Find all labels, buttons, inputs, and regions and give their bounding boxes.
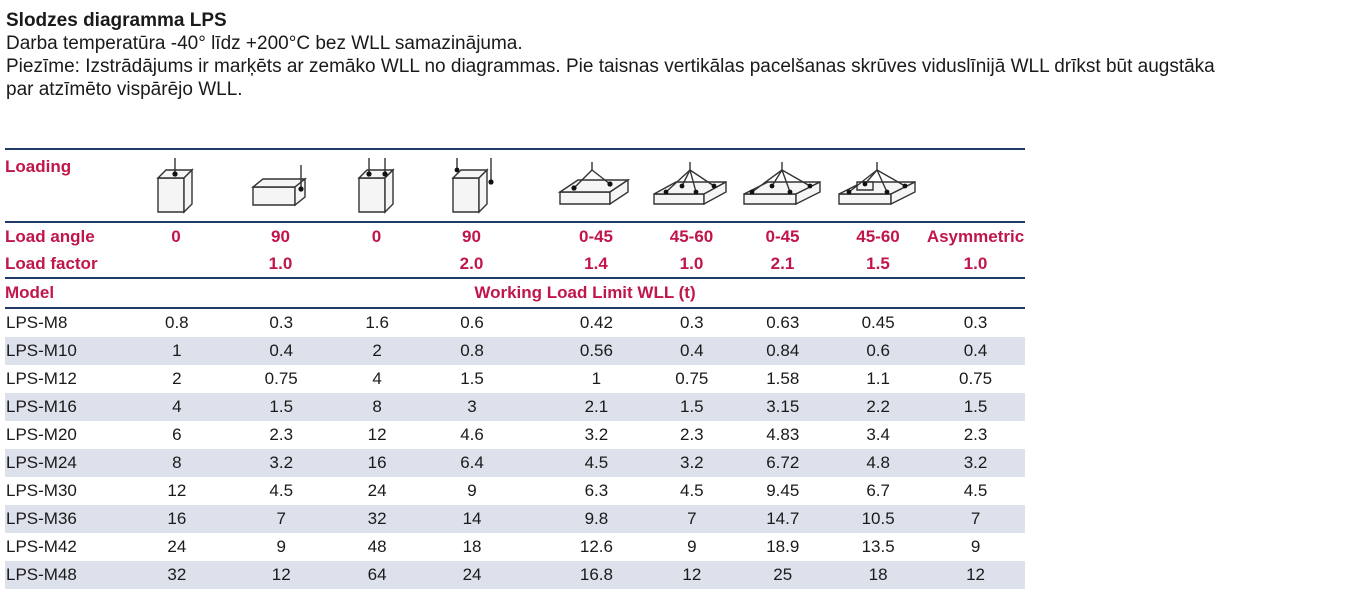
wll-cell: 24: [167, 537, 187, 556]
wll-cell: 4.6: [460, 425, 484, 444]
wll-cell: 7: [687, 509, 697, 528]
wll-cell: 18.9: [766, 537, 800, 556]
load-factor-cell: 2.1: [770, 253, 795, 273]
load-table: [5, 148, 1025, 589]
wll-cell: 7: [276, 509, 286, 528]
wll-cell: 7: [970, 509, 981, 528]
load-factor-cell: 1.0: [268, 253, 293, 273]
wll-cell: 25: [773, 565, 793, 584]
wll-cell: 4.83: [766, 425, 800, 444]
load-angle-cell: 90: [462, 226, 481, 246]
wll-cell: 12: [271, 565, 291, 584]
load-factor-cell: 1.4: [584, 253, 608, 273]
wll-cell: 0.56: [579, 341, 613, 360]
wll-cell: 1.1: [866, 369, 890, 388]
wll-cell: 18: [462, 537, 482, 556]
load-angle-cell: 0-45: [578, 226, 614, 246]
table-row: [5, 337, 1025, 365]
wll-cell: 6.7: [866, 481, 890, 500]
model-cell: LPS-M24: [6, 453, 77, 472]
two-leg-sling-icon: [544, 150, 648, 221]
model-cell: LPS-M8: [6, 313, 68, 332]
table-row: [5, 421, 1025, 449]
wll-cell: 16.8: [579, 565, 613, 584]
wll-cell: 64: [367, 565, 387, 584]
load-factor-row: [5, 250, 1025, 277]
table-row: [5, 505, 1025, 533]
wll-cell: 24: [367, 481, 387, 500]
wll-cell: 3: [467, 397, 477, 416]
wll-cell: 0.63: [766, 313, 800, 332]
wll-cell: 0.45: [861, 313, 895, 332]
wll-cell: 9: [276, 537, 286, 556]
wll-cell: 6.72: [766, 453, 800, 472]
load-angle-cell: 0-45: [765, 226, 800, 246]
wll-cell: 8: [372, 397, 382, 416]
wll-cell: 0.4: [269, 341, 294, 360]
wll-cell: 0.75: [264, 369, 298, 388]
wll-cell: 2.2: [866, 397, 890, 416]
wll-cell: 2.3: [269, 425, 294, 444]
wll-cell: 0.6: [460, 313, 484, 332]
wll-cell: 8: [172, 453, 182, 472]
table-row: [5, 449, 1025, 477]
wll-cell: 32: [367, 509, 387, 528]
wll-cell: 0.42: [579, 313, 613, 332]
wll-cell: 1.58: [766, 369, 800, 388]
load-factor-cell: 1.0: [963, 253, 988, 273]
load-angle-cell: 90: [271, 226, 290, 246]
single-vertical-lift-icon: [145, 150, 207, 221]
wll-cell: 3.4: [866, 425, 890, 444]
wll-cell: 4.5: [269, 481, 294, 500]
wll-cell: 4: [372, 369, 382, 388]
wll-cell: 12: [682, 565, 702, 584]
load-factor-cell: 2.0: [459, 253, 484, 273]
asymmetric-sling-icon: [830, 150, 926, 221]
wll-cell: 24: [462, 565, 482, 584]
wll-cell: 12: [966, 565, 985, 584]
wll-cell: 0.3: [680, 313, 704, 332]
wll-cell: 10.5: [861, 509, 895, 528]
wll-cell: 3.15: [766, 397, 800, 416]
wll-cell: 6: [172, 425, 182, 444]
four-leg-sling-wide-icon: [735, 150, 830, 221]
model-label: Model: [5, 283, 55, 302]
wll-cell: 9: [970, 537, 981, 556]
load-angle-cell: 0: [171, 226, 181, 246]
model-cell: LPS-M30: [6, 481, 77, 500]
load-angle-cell: 0: [371, 226, 382, 246]
wll-cell: 14: [462, 509, 482, 528]
wll-cell: 6.3: [584, 481, 609, 500]
wll-cell: 2.3: [963, 425, 988, 444]
load-angle-cell: 45-60: [856, 226, 900, 246]
wll-cell: 0.75: [959, 369, 993, 388]
wll-cell: 48: [367, 537, 387, 556]
wll-cell: 9.45: [766, 481, 800, 500]
wll-cell: 4.5: [584, 453, 609, 472]
wll-cell: 16: [367, 453, 387, 472]
load-angle-row: [5, 223, 1025, 250]
wll-cell: 0.4: [963, 341, 988, 360]
note-line-1: Piezīme: Izstrādājums ir marķēts ar zemāko WLL no diagrammas. Pie taisnas vertikālas pacelšanas skrūves viduslīnijā WLL drīkst būt augstāka: [6, 56, 1215, 77]
wll-cell: 0.6: [866, 341, 890, 360]
note-line-2: par atzīmēto vispārējo WLL.: [6, 79, 243, 100]
wll-cell: 0.8: [165, 313, 189, 332]
double-vertical-lift-icon: [354, 150, 399, 221]
table-row: [5, 533, 1025, 561]
load-factor-label: Load factor: [5, 253, 98, 273]
wll-cell: 0.75: [675, 369, 709, 388]
wll-cell: 4.5: [963, 481, 988, 500]
load-angle-label: Load angle: [5, 226, 95, 246]
table-row: [5, 561, 1025, 589]
wll-cell: 14.7: [766, 509, 800, 528]
wll-cell: 16: [167, 509, 187, 528]
wll-cell: 2.3: [680, 425, 704, 444]
data-rows: [5, 309, 1025, 589]
wll-cell: 32: [167, 565, 187, 584]
page-title: Slodzes diagramma LPS: [6, 10, 227, 31]
wll-cell: 12: [167, 481, 187, 500]
wll-cell: 2: [172, 369, 182, 388]
model-cell: LPS-M16: [6, 397, 77, 416]
wll-cell: 2.1: [584, 397, 609, 416]
loading-row: [5, 150, 1025, 221]
table-row: [5, 309, 1025, 337]
wll-cell: 0.3: [963, 313, 988, 332]
four-leg-sling-icon: [648, 150, 735, 221]
wll-label: Working Load Limit WLL (t): [474, 283, 696, 302]
wll-cell: 18: [868, 565, 888, 584]
wll-cell: 0.3: [269, 313, 294, 332]
loading-label: Loading: [5, 157, 72, 176]
table-row: [5, 477, 1025, 505]
wll-cell: 1.5: [680, 397, 704, 416]
table-row: [5, 393, 1025, 421]
intro-section: [6, 10, 1346, 101]
load-angle-cell: Asymmetric: [926, 226, 1025, 246]
model-cell: LPS-M10: [6, 341, 77, 360]
model-cell: LPS-M42: [6, 537, 77, 556]
model-header-row: [5, 279, 1025, 307]
model-cell: LPS-M20: [6, 425, 77, 444]
wll-cell: 1.5: [460, 369, 484, 388]
wll-cell: 1: [591, 369, 602, 388]
wll-cell: 1: [172, 341, 182, 360]
wll-cell: 2: [372, 341, 382, 360]
wll-cell: 9: [467, 481, 477, 500]
wll-cell: 9: [687, 537, 697, 556]
load-factor-cell: 1.5: [866, 253, 890, 273]
single-side-lift-icon: [207, 150, 354, 221]
wll-cell: 13.5: [861, 537, 895, 556]
wll-cell: 4.5: [680, 481, 704, 500]
wll-cell: 3.2: [584, 425, 609, 444]
wll-cell: 4: [172, 397, 182, 416]
wll-cell: 12: [367, 425, 387, 444]
wll-cell: 0.4: [680, 341, 704, 360]
load-factor-cell: 1.0: [679, 253, 704, 273]
load-angle-cell: 45-60: [669, 226, 714, 246]
wll-cell: 3.2: [680, 453, 704, 472]
wll-cell: 4.8: [866, 453, 890, 472]
model-cell: LPS-M36: [6, 509, 77, 528]
wll-cell: 1.5: [269, 397, 294, 416]
double-side-lift-icon: [399, 150, 544, 221]
wll-cell: 0.8: [460, 341, 484, 360]
wll-cell: 12.6: [579, 537, 613, 556]
wll-cell: 6.4: [460, 453, 484, 472]
wll-cell: 0.84: [766, 341, 800, 360]
wll-cell: 9.8: [584, 509, 609, 528]
temperature-note: Darba temperatūra -40° līdz +200°C bez WLL samazinājuma.: [6, 33, 523, 54]
wll-cell: 3.2: [963, 453, 988, 472]
model-cell: LPS-M12: [6, 369, 77, 388]
wll-cell: 3.2: [269, 453, 294, 472]
wll-cell: 1.6: [365, 313, 389, 332]
wll-cell: 1.5: [963, 397, 988, 416]
model-cell: LPS-M48: [6, 565, 77, 584]
table-row: [5, 365, 1025, 393]
